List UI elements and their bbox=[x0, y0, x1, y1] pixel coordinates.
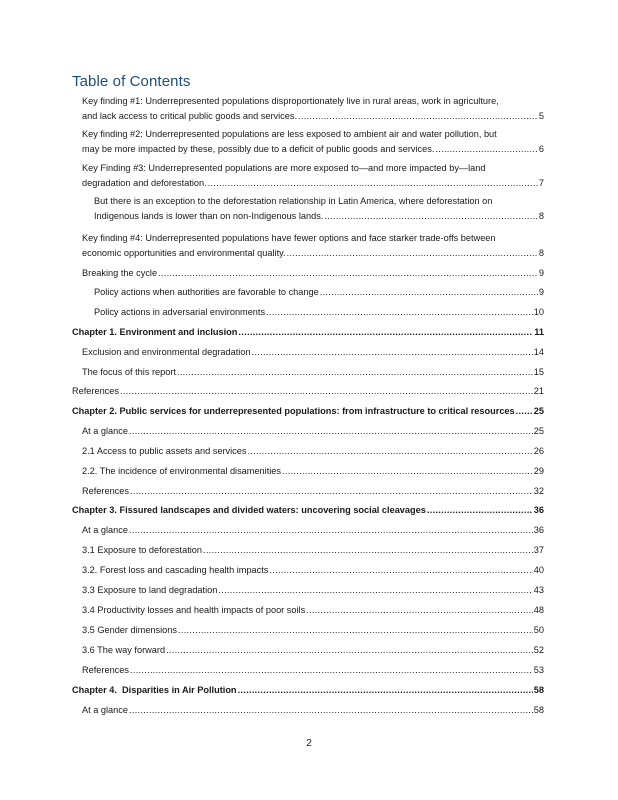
toc-leader-dots bbox=[129, 703, 533, 718]
toc-entry-text: At a glance bbox=[82, 705, 128, 715]
toc-entry-text: 3.1 Exposure to deforestation bbox=[82, 545, 203, 555]
toc-entry-text: 2.1 Access to public assets and services bbox=[82, 446, 247, 456]
toc-entry-page: 21 bbox=[533, 386, 544, 396]
toc-entry-policy-adversarial[interactable] bbox=[94, 305, 544, 320]
toc-leader-dots bbox=[166, 643, 533, 658]
toc-leader-dots bbox=[203, 543, 533, 558]
toc-entry-page: 52 bbox=[533, 645, 544, 655]
toc-entry-page: 8 bbox=[538, 211, 544, 221]
toc-entry-page: 32 bbox=[533, 486, 544, 496]
toc-leader-dots bbox=[516, 404, 533, 419]
toc-entry-key-finding-4[interactable] bbox=[82, 231, 544, 261]
toc-entry-text: and lack access to critical public goods and services. bbox=[82, 111, 297, 121]
toc-entry-text: References bbox=[82, 665, 129, 675]
toc-entry-chapter-2[interactable] bbox=[72, 404, 544, 419]
toc-entry-text-line1: Key Finding #3: Underrepresented populations are more exposed to—and more impacted by—land bbox=[82, 163, 486, 173]
toc-leader-dots bbox=[208, 176, 538, 191]
toc-entry-3-5[interactable] bbox=[82, 623, 544, 638]
toc-entry-text: Chapter 1. Environment and inclusion bbox=[72, 327, 238, 337]
toc-entry-3-6[interactable] bbox=[82, 643, 544, 658]
toc-entry-3-4[interactable] bbox=[82, 603, 544, 618]
toc-entry-page: 58 bbox=[533, 705, 544, 715]
toc-entry-page: 25 bbox=[533, 426, 544, 436]
toc-leader-dots bbox=[269, 563, 532, 578]
toc-leader-dots bbox=[435, 142, 537, 157]
toc-entry-3-1[interactable] bbox=[82, 543, 544, 558]
toc-entry-page: 7 bbox=[538, 178, 544, 188]
toc-entry-page: 58 bbox=[533, 685, 544, 695]
toc-entry-text: 2.2. The incidence of environmental disamenities bbox=[82, 466, 282, 476]
toc-entry-page: 6 bbox=[538, 144, 544, 154]
toc-entry-latin-america-exception[interactable] bbox=[94, 194, 544, 224]
toc-entry-text: degradation and deforestation. bbox=[82, 178, 207, 188]
toc-entry-3-2[interactable] bbox=[82, 563, 544, 578]
toc-entry-page: 11 bbox=[534, 327, 544, 337]
toc-entry-breaking-the-cycle[interactable] bbox=[82, 266, 544, 281]
toc-entry-focus-of-report[interactable] bbox=[82, 365, 544, 380]
toc-entry-page: 15 bbox=[533, 367, 544, 377]
toc-entry-text: 3.3 Exposure to land degradation bbox=[82, 585, 218, 595]
toc-entry-text: Chapter 4. Disparities in Air Pollution bbox=[72, 685, 237, 695]
toc-entry-page: 14 bbox=[533, 347, 544, 357]
toc-entry-page: 53 bbox=[533, 665, 544, 675]
toc-entry-page: 9 bbox=[538, 268, 544, 278]
toc-entry-exclusion[interactable] bbox=[82, 345, 544, 360]
toc-entry-text: Exclusion and environmental degradation bbox=[82, 347, 251, 357]
toc-entry-references-3[interactable] bbox=[82, 663, 544, 678]
toc-leader-dots bbox=[324, 209, 538, 224]
toc-entry-chapter-4[interactable] bbox=[72, 683, 544, 698]
toc-entry-page: 37 bbox=[533, 545, 544, 555]
toc-entry-text: may be more impacted by these, possibly due to a deficit of public goods and services. bbox=[82, 144, 435, 154]
toc-leader-dots bbox=[130, 663, 533, 678]
toc-entry-2-2[interactable] bbox=[82, 464, 544, 479]
toc-entry-page: 43 bbox=[533, 585, 544, 595]
toc-leader-dots bbox=[306, 603, 533, 618]
toc-entry-at-a-glance-2[interactable] bbox=[82, 424, 544, 439]
toc-entry-text-line1: Key finding #1: Underrepresented populations disproportionately live in rural areas, work in agriculture, bbox=[82, 96, 499, 106]
toc-entry-text: Policy actions when authorities are favorable to change bbox=[94, 287, 319, 297]
toc-entry-text: At a glance bbox=[82, 525, 128, 535]
page-number: 2 bbox=[306, 738, 312, 749]
toc-entry-text: 3.6 The way forward bbox=[82, 645, 166, 655]
toc-entry-2-1[interactable] bbox=[82, 444, 544, 459]
toc-entry-page: 26 bbox=[533, 446, 544, 456]
toc-entry-page: 36 bbox=[533, 505, 544, 515]
toc-leader-dots bbox=[282, 464, 533, 479]
toc-leader-dots bbox=[252, 345, 533, 360]
toc-entry-references-1[interactable] bbox=[72, 384, 544, 399]
toc-entry-text: 3.5 Gender dimensions bbox=[82, 625, 177, 635]
toc-leader-dots bbox=[320, 285, 538, 300]
toc-entry-chapter-1[interactable] bbox=[72, 325, 544, 340]
toc-entry-3-3[interactable] bbox=[82, 583, 544, 598]
toc-entry-key-finding-2[interactable] bbox=[82, 127, 544, 157]
toc-leader-dots bbox=[178, 623, 533, 638]
toc-entry-page: 9 bbox=[538, 287, 544, 297]
toc-entry-at-a-glance-3[interactable] bbox=[82, 523, 544, 538]
toc-entry-page: 40 bbox=[533, 565, 544, 575]
toc-entry-text-line1: Key finding #4: Underrepresented populations have fewer options and face starker trade-offs between bbox=[82, 233, 496, 243]
toc-entry-page: 25 bbox=[533, 406, 544, 416]
toc-entry-page: 50 bbox=[533, 625, 544, 635]
toc-entry-key-finding-3[interactable] bbox=[82, 161, 544, 191]
toc-entry-page: 36 bbox=[533, 525, 544, 535]
toc-entry-text: economic opportunities and environmental quality. bbox=[82, 248, 286, 258]
toc-entry-page: 5 bbox=[538, 111, 544, 121]
toc-entry-text: Breaking the cycle bbox=[82, 268, 158, 278]
toc-entry-policy-favorable[interactable] bbox=[94, 285, 544, 300]
toc-leader-dots bbox=[247, 444, 532, 459]
toc-entry-page: 48 bbox=[533, 605, 544, 615]
toc-leader-dots bbox=[158, 266, 538, 281]
toc-leader-dots bbox=[238, 683, 533, 698]
toc-leader-dots bbox=[129, 523, 533, 538]
toc-leader-dots bbox=[298, 109, 538, 124]
toc-entry-page: 8 bbox=[538, 248, 544, 258]
toc-entry-text: 3.4 Productivity losses and health impacts of poor soils bbox=[82, 605, 306, 615]
toc-leader-dots bbox=[218, 583, 532, 598]
toc-leader-dots bbox=[177, 365, 533, 380]
toc-leader-dots bbox=[130, 484, 533, 499]
toc-entry-chapter-3[interactable] bbox=[72, 503, 544, 518]
toc-entry-key-finding-1[interactable] bbox=[82, 94, 544, 124]
toc-leader-dots bbox=[287, 246, 538, 261]
toc-leader-dots bbox=[427, 503, 533, 518]
toc-entry-text: The focus of this report bbox=[82, 367, 176, 377]
toc-entry-text: Indigenous lands is lower than on non-Indigenous lands. bbox=[94, 211, 324, 221]
toc-entry-text: Chapter 2. Public services for underrepresented populations: from infrastructure to critical resources bbox=[72, 406, 515, 416]
toc-entry-text: References bbox=[82, 486, 129, 496]
toc-entry-text-line1: Key finding #2: Underrepresented populations are less exposed to ambient air and water pollution, but bbox=[82, 129, 497, 139]
toc-entry-text: 3.2. Forest loss and cascading health impacts bbox=[82, 565, 269, 575]
toc-entry-references-2[interactable] bbox=[82, 484, 544, 499]
toc-entry-page: 29 bbox=[533, 466, 544, 476]
toc-leader-dots bbox=[129, 424, 533, 439]
toc-title: Table of Contents bbox=[72, 73, 191, 90]
toc-entry-text: Chapter 3. Fissured landscapes and divided waters: uncovering social cleavages bbox=[72, 505, 426, 515]
toc-entry-text: At a glance bbox=[82, 426, 128, 436]
toc-entry-text: References bbox=[72, 386, 119, 396]
toc-entry-page: 10 bbox=[533, 307, 544, 317]
toc-leader-dots bbox=[120, 384, 533, 399]
toc-entry-at-a-glance-4[interactable] bbox=[82, 703, 544, 718]
toc-entry-text-line1: But there is an exception to the deforestation relationship in Latin America, where deforestation on bbox=[94, 196, 493, 206]
toc-leader-dots bbox=[266, 305, 533, 320]
toc-entry-text: Policy actions in adversarial environments bbox=[94, 307, 266, 317]
toc-leader-dots bbox=[238, 325, 533, 340]
